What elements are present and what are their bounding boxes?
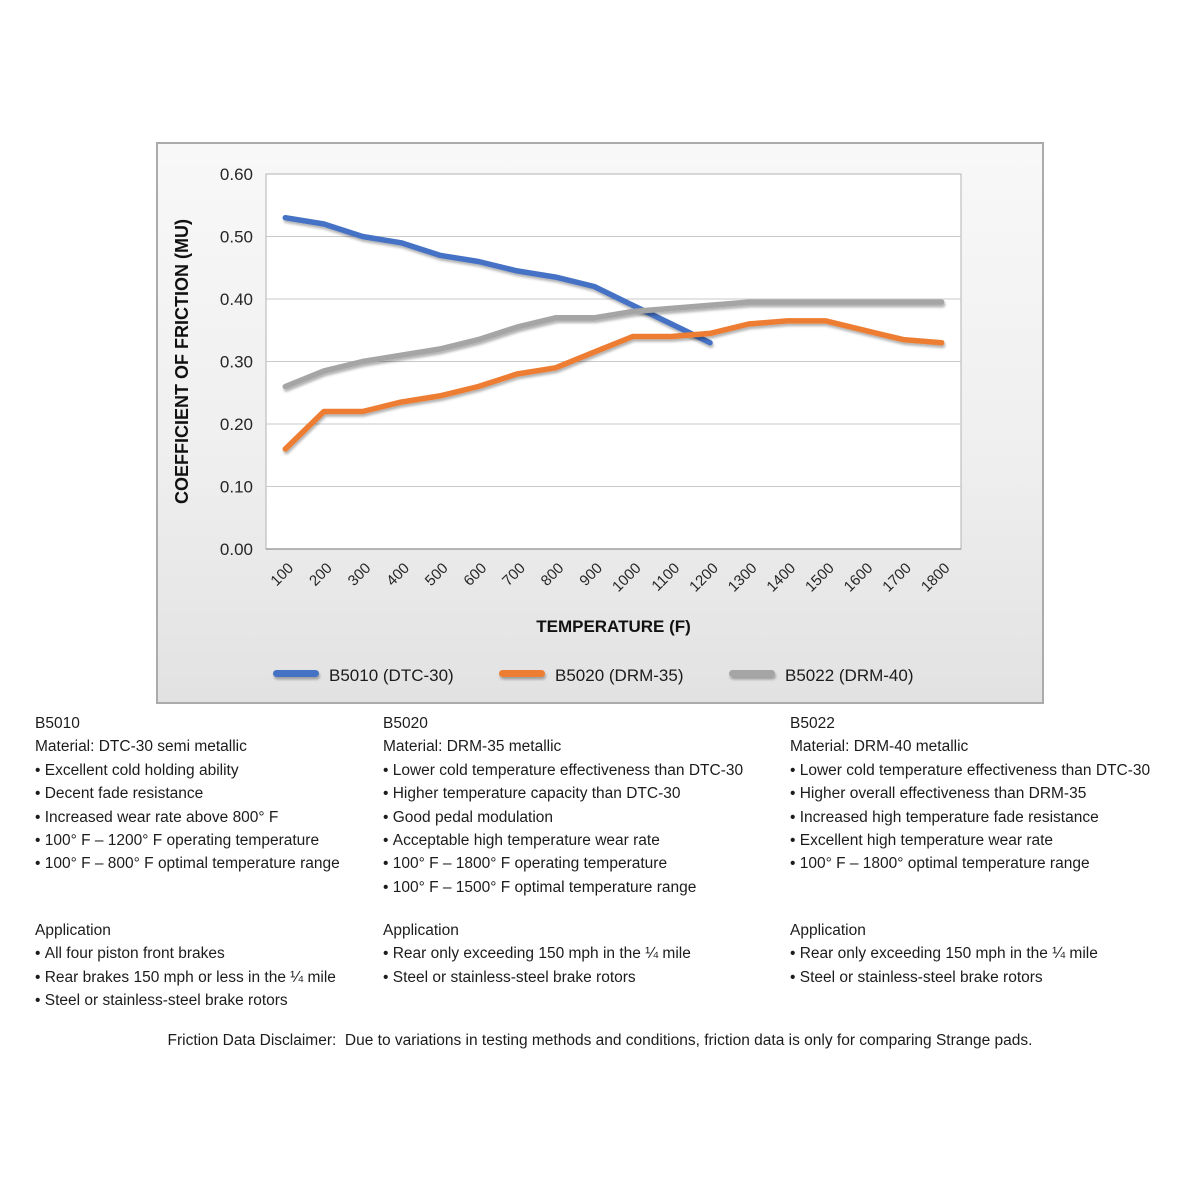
product-material: Material: DRM-35 metallic: [383, 738, 562, 756]
x-tick-label: 500: [421, 559, 452, 590]
legend-swatch-b5022: [729, 670, 775, 677]
x-tick-label: 800: [537, 559, 568, 590]
product-id: B5022: [790, 715, 835, 732]
x-tick-label: 700: [499, 559, 529, 590]
bullet-item: • Lower cold temperature effectiveness than DTC-30: [790, 759, 1185, 782]
x-tick-label: 1100: [648, 559, 684, 595]
bullet-item: • Higher overall effectiveness than DRM-35: [790, 782, 1185, 805]
application-title: Application: [383, 922, 459, 939]
x-tick-label: 100: [267, 559, 298, 590]
bullet-item: • Steel or stainless-steel brake rotors: [383, 966, 790, 989]
bullet-item: • 100° F – 1500° F optimal temperature range: [383, 876, 790, 899]
y-tick-label: 0.00: [219, 540, 253, 559]
product-material: Material: DRM-40 metallic: [790, 738, 969, 756]
application-list: [790, 942, 1185, 989]
bullet-item: • Increased wear rate above 800° F: [35, 806, 383, 829]
x-tick-label: 1500: [802, 559, 838, 596]
bullet-item: • 100° F – 1800° optimal temperature range: [790, 852, 1185, 875]
y-tick-label: 0.60: [219, 165, 253, 184]
x-tick-label: 200: [306, 559, 336, 590]
product-features-list: [383, 759, 790, 899]
bullet-item: • Acceptable high temperature wear rate: [383, 829, 790, 852]
x-tick-label: 1600: [840, 559, 877, 596]
friction-chart-panel: [156, 142, 1044, 704]
product-id: B5010: [35, 715, 80, 732]
legend-label-b5020: B5020 (DRM-35): [555, 666, 684, 685]
product-application-b5010: [35, 919, 383, 1013]
bullet-item: • Steel or stainless-steel brake rotors: [790, 966, 1185, 989]
bullet-item: • 100° F – 1800° F operating temperature: [383, 852, 790, 875]
x-tick-label: 900: [576, 559, 607, 590]
product-application-b5020: [383, 919, 790, 1013]
bullet-item: • Steel or stainless-steel brake rotors: [35, 989, 383, 1012]
product-features-list: [35, 759, 383, 876]
product-id: B5020: [383, 715, 428, 732]
x-tick-label: 1300: [724, 559, 761, 596]
bullet-item: • 100° F – 800° F optimal temperature range: [35, 852, 383, 875]
bullet-item: • Rear brakes 150 mph or less in the ¼ mile: [35, 966, 383, 989]
x-tick-label: 300: [344, 559, 375, 590]
product-features-list: [790, 759, 1185, 876]
x-tick-label: 1200: [686, 559, 722, 596]
x-axis-title: TEMPERATURE (F): [536, 617, 691, 636]
x-tick-label: 1800: [917, 559, 954, 596]
bullet-item: • Excellent high temperature wear rate: [790, 829, 1185, 852]
friction-data-disclaimer: Friction Data Disclaimer: Due to variations in testing methods and conditions, friction data is only for comparing Strange pads.: [167, 1032, 1033, 1049]
x-tick-label: 600: [460, 559, 491, 590]
product-info-b5010: [35, 712, 383, 899]
y-tick-label: 0.10: [219, 477, 253, 497]
bullet-item: • Rear only exceeding 150 mph in the ¼ mile: [790, 942, 1185, 965]
legend-label-b5022: B5022 (DRM-40): [785, 666, 914, 685]
bullet-item: • Excellent cold holding ability: [35, 759, 383, 782]
application-list: [383, 942, 790, 989]
application-title: Application: [35, 922, 111, 939]
bullet-item: • All four piston front brakes: [35, 942, 383, 965]
x-tick-label: 1400: [763, 559, 800, 596]
legend-label-b5010: B5010 (DTC-30): [329, 666, 454, 685]
bullet-item: • Decent fade resistance: [35, 782, 383, 805]
bullet-item: • Rear only exceeding 150 mph in the ¼ mile: [383, 942, 790, 965]
legend-swatch-b5010: [273, 670, 319, 677]
product-info-b5020: [383, 712, 790, 899]
x-tick-label: 1700: [879, 559, 915, 596]
x-tick-label: 400: [383, 559, 413, 590]
application-list: [35, 942, 383, 1012]
product-info-row: [35, 712, 1185, 899]
application-title: Application: [790, 922, 866, 939]
bullet-item: • Increased high temperature fade resistance: [790, 806, 1185, 829]
product-material: Material: DTC-30 semi metallic: [35, 738, 247, 756]
y-tick-label: 0.50: [219, 227, 253, 247]
y-axis-title: COEFFICIENT OF FRICTION (MU): [172, 219, 192, 504]
friction-chart: [158, 144, 1042, 702]
x-tick-label: 1000: [609, 559, 645, 596]
y-tick-label: 0.20: [219, 415, 253, 434]
product-application-b5022: [790, 919, 1185, 1013]
bullet-item: • Higher temperature capacity than DTC-30: [383, 782, 790, 805]
bullet-item: • 100° F – 1200° F operating temperature: [35, 829, 383, 852]
product-info-b5022: [790, 712, 1185, 899]
bullet-item: • Lower cold temperature effectiveness than DTC-30: [383, 759, 790, 782]
bullet-item: • Good pedal modulation: [383, 806, 790, 829]
product-application-row: [35, 919, 1185, 1013]
legend-swatch-b5020: [499, 670, 545, 677]
y-tick-label: 0.40: [219, 290, 253, 309]
y-tick-label: 0.30: [219, 352, 253, 372]
